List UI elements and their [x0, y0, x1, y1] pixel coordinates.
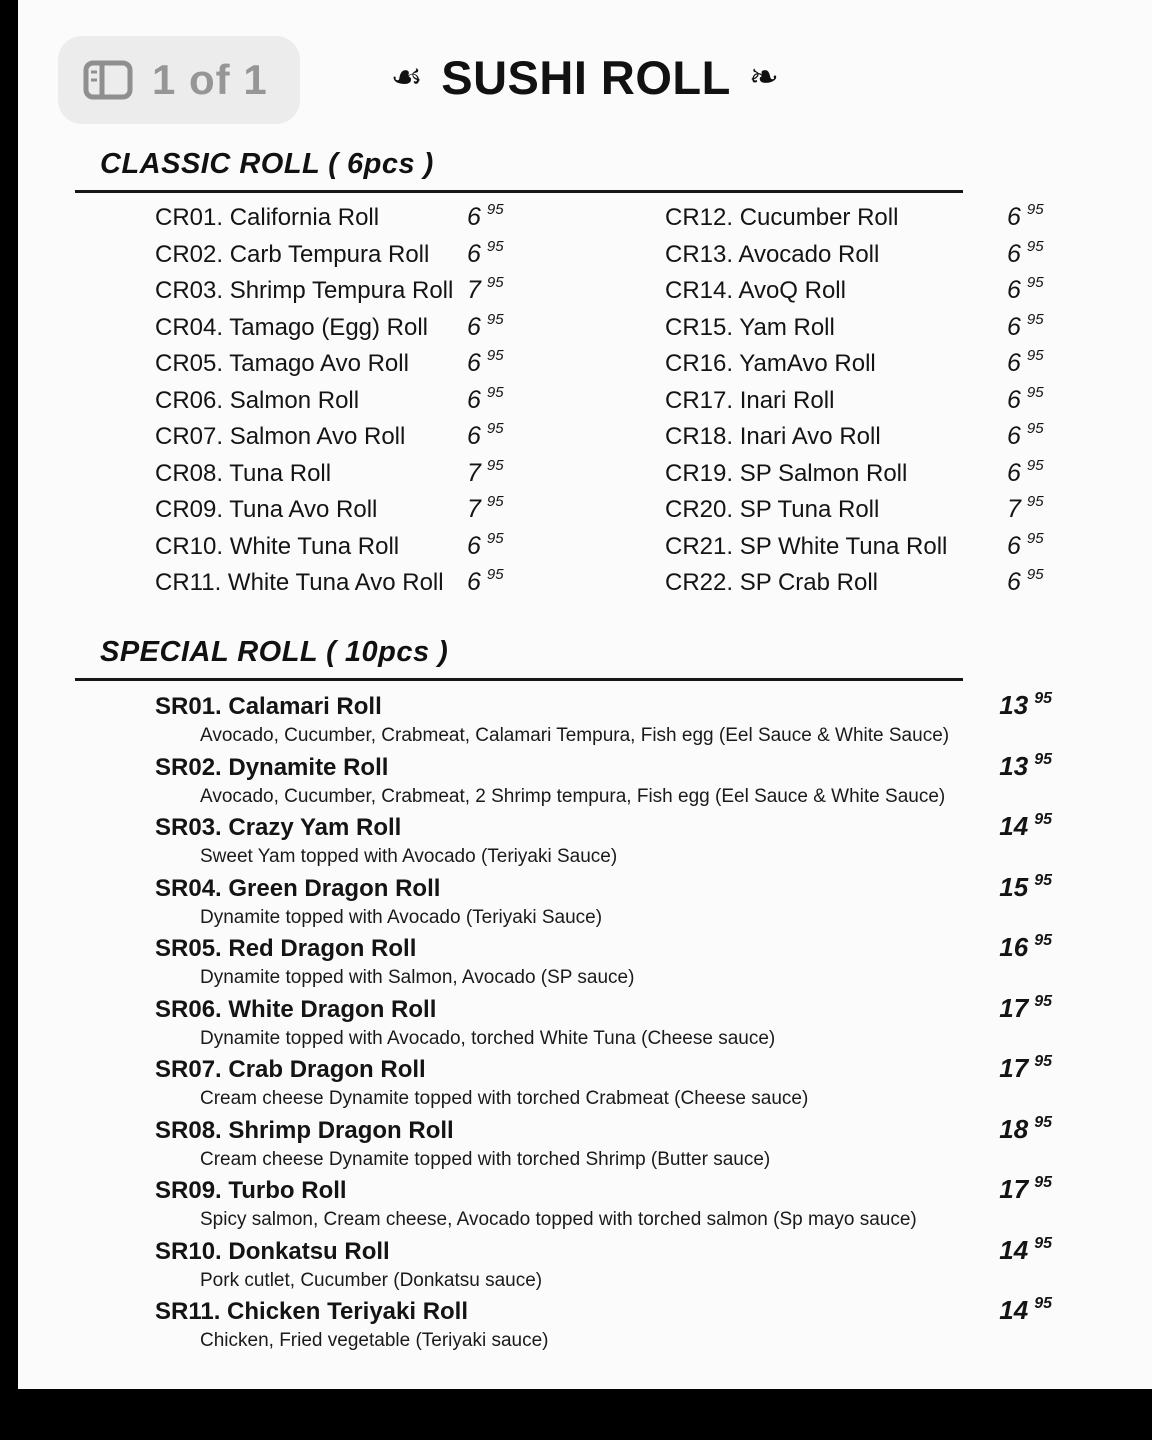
item-name: CR10. White Tuna Roll [155, 532, 400, 560]
item-description: Dynamite topped with Avocado, torched White Tuna (Cheese sauce) [200, 1027, 776, 1049]
menu-item-block [155, 690, 1052, 751]
price-dollars: 6 [1007, 312, 1021, 341]
item-name: CR12. Cucumber Roll [665, 204, 899, 231]
item-name: CR02. Carb Tempura Roll [155, 240, 430, 268]
left-ornament-icon: ☙ [390, 56, 424, 97]
item-price [999, 690, 1052, 721]
price-dollars: 7 [467, 276, 481, 304]
price-dollars: 7 [467, 458, 481, 487]
item-name: CR07. Salmon Avo Roll [155, 423, 406, 450]
price-cents: 95 [486, 529, 504, 547]
price-dollars: 6 [1007, 458, 1021, 487]
item-name: CR14. AvoQ Roll [665, 277, 846, 304]
item-price [999, 932, 1052, 963]
item-name: CR11. White Tuna Avo Roll [155, 569, 444, 596]
price-dollars: 17 [999, 1174, 1029, 1204]
classic-roll-list-left [155, 203, 565, 605]
price-cents: 95 [486, 420, 504, 437]
menu-item-row [665, 276, 1085, 313]
menu-item-block [155, 811, 1052, 872]
item-price [467, 203, 504, 232]
price-cents: 95 [486, 347, 504, 364]
price-cents: 95 [1026, 420, 1044, 437]
price-dollars: 18 [999, 1113, 1029, 1144]
special-roll-list [155, 690, 1052, 1356]
item-name: CR05. Tamago Avo Roll [155, 350, 409, 377]
price-dollars: 13 [999, 690, 1029, 720]
price-dollars: 16 [999, 932, 1029, 962]
price-cents: 95 [486, 493, 504, 510]
page-indicator-label: 1 of 1 [152, 56, 268, 103]
item-name: CR18. Inari Avo Roll [665, 423, 881, 450]
menu-item-row [155, 495, 565, 532]
price-dollars: 17 [999, 992, 1029, 1023]
item-price [467, 529, 504, 561]
item-price [1007, 383, 1044, 415]
page-title-text: SUSHI ROLL [441, 51, 731, 104]
item-name: CR06. Salmon Roll [155, 386, 360, 414]
item-price [999, 811, 1052, 842]
menu-item-row [155, 811, 1052, 844]
menu-item-block [155, 1053, 1052, 1114]
menu-item-row [155, 456, 565, 496]
price-cents: 95 [486, 201, 504, 218]
menu-item-block [155, 1295, 1052, 1356]
item-price [1007, 495, 1044, 524]
price-cents: 95 [1034, 1053, 1052, 1070]
item-name: SR08. Shrimp Dragon Roll [155, 1116, 454, 1144]
price-cents: 95 [1034, 750, 1052, 768]
price-cents: 95 [1026, 310, 1044, 328]
menu-item-row [155, 932, 1052, 965]
menu-item-row [155, 1053, 1052, 1086]
item-price [467, 349, 504, 378]
item-name: SR09. Turbo Roll [155, 1177, 347, 1204]
price-dollars: 14 [999, 1295, 1029, 1325]
item-description: Sweet Yam topped with Avocado (Teriyaki Sauce) [200, 846, 618, 867]
item-description: Avocado, Cucumber, Crabmeat, Calamari Tempura, Fish egg (Eel Sauce & White Sauce) [200, 725, 950, 746]
price-cents: 95 [1026, 529, 1044, 547]
price-dollars: 6 [1007, 385, 1021, 414]
item-price [999, 1295, 1052, 1326]
special-roll-heading: SPECIAL ROLL ( 10pcs ) [100, 636, 449, 668]
price-cents: 95 [1034, 1234, 1052, 1252]
price-dollars: 13 [999, 750, 1029, 781]
item-price [467, 422, 504, 451]
price-dollars: 6 [467, 203, 481, 231]
price-cents: 95 [1034, 992, 1052, 1010]
item-price [1007, 456, 1044, 488]
classic-roll-divider [75, 190, 963, 193]
item-price [1007, 310, 1044, 342]
item-price [1007, 237, 1044, 269]
price-cents: 95 [1026, 383, 1044, 401]
item-description: Pork cutlet, Cucumber (Donkatsu sauce) [200, 1269, 543, 1291]
menu-item-row [665, 529, 1085, 569]
menu-item-row [155, 993, 1052, 1026]
item-name: SR03. Crazy Yam Roll [155, 814, 402, 841]
price-dollars: 14 [999, 811, 1029, 841]
item-price [467, 276, 504, 305]
item-price [467, 568, 504, 597]
price-cents: 95 [486, 274, 504, 291]
menu-item-row [155, 383, 565, 423]
item-name: CR20. SP Tuna Roll [665, 496, 880, 523]
price-cents: 95 [1026, 456, 1044, 474]
item-name: SR01. Calamari Roll [155, 693, 382, 720]
menu-item-row [155, 203, 565, 240]
item-price [1007, 529, 1044, 561]
menu-item-row [665, 349, 1085, 386]
menu-item-row [155, 872, 1052, 905]
menu-item-row [665, 203, 1085, 240]
menu-item-row [155, 1174, 1052, 1207]
price-cents: 95 [1026, 493, 1044, 510]
price-dollars: 7 [1007, 495, 1021, 523]
item-description: Cream cheese Dynamite topped with torched Crabmeat (Cheese sauce) [200, 1088, 809, 1109]
item-name: CR01. California Roll [155, 204, 380, 231]
menu-item-block [155, 872, 1052, 933]
menu-item-row [155, 690, 1052, 723]
price-cents: 95 [1026, 201, 1044, 218]
menu-item-row [155, 1235, 1052, 1268]
price-dollars: 6 [1007, 203, 1021, 231]
price-cents: 95 [1034, 1113, 1052, 1131]
price-dollars: 6 [467, 422, 481, 450]
price-cents: 95 [1034, 932, 1052, 949]
item-name: CR08. Tuna Roll [155, 459, 332, 487]
menu-item-row [155, 237, 565, 277]
price-dollars: 17 [999, 1053, 1029, 1083]
item-price [467, 310, 504, 342]
menu-item-row [155, 276, 565, 313]
menu-item-row [155, 349, 565, 386]
price-dollars: 6 [467, 385, 481, 414]
price-dollars: 6 [1007, 239, 1021, 268]
price-cents: 95 [1034, 811, 1052, 828]
item-price [1007, 203, 1044, 232]
menu-item-row [665, 568, 1085, 605]
item-name: CR13. Avocado Roll [665, 240, 880, 268]
item-description: Chicken, Fried vegetable (Teriyaki sauce) [200, 1330, 549, 1351]
item-price [467, 383, 504, 415]
item-price [999, 751, 1052, 782]
price-dollars: 6 [1007, 349, 1021, 377]
item-name: CR03. Shrimp Tempura Roll [155, 277, 454, 304]
price-dollars: 6 [467, 239, 481, 268]
item-price [999, 1235, 1052, 1266]
item-name: SR05. Red Dragon Roll [155, 935, 417, 962]
price-cents: 95 [486, 310, 504, 328]
price-dollars: 6 [1007, 422, 1021, 450]
menu-item-row [155, 751, 1052, 784]
item-price [1007, 568, 1044, 597]
item-price [999, 1053, 1052, 1084]
item-price [999, 1114, 1052, 1145]
item-description: Dynamite topped with Salmon, Avocado (SP sauce) [200, 967, 635, 988]
price-dollars: 6 [1007, 276, 1021, 304]
menu-item-block [155, 1174, 1052, 1235]
item-price [467, 237, 504, 269]
price-cents: 95 [486, 383, 504, 401]
item-description: Dynamite topped with Avocado (Teriyaki Sauce) [200, 906, 603, 928]
item-name: CR19. SP Salmon Roll [665, 459, 908, 487]
item-name: CR22. SP Crab Roll [665, 569, 878, 596]
menu-item-block [155, 1114, 1052, 1175]
item-description: Cream cheese Dynamite topped with torched Shrimp (Butter sauce) [200, 1148, 771, 1170]
price-dollars: 14 [999, 1234, 1029, 1265]
item-name: SR11. Chicken Teriyaki Roll [155, 1298, 469, 1325]
item-description: Avocado, Cucumber, Crabmeat, 2 Shrimp tempura, Fish egg (Eel Sauce & White Sauce) [200, 785, 946, 807]
menu-item-row [665, 383, 1085, 423]
menu-item-block [155, 993, 1052, 1054]
price-dollars: 6 [1007, 568, 1021, 596]
item-price [467, 456, 504, 488]
menu-item-block [155, 1235, 1052, 1296]
item-name: CR15. Yam Roll [665, 313, 835, 341]
price-cents: 95 [1034, 1295, 1052, 1312]
item-name: CR16. YamAvo Roll [665, 350, 876, 377]
item-price [999, 1174, 1052, 1205]
right-ornament-icon: ❧ [748, 56, 780, 97]
menu-item-row [665, 310, 1085, 350]
price-dollars: 6 [467, 349, 481, 377]
price-cents: 95 [1026, 347, 1044, 364]
item-name: CR21. SP White Tuna Roll [665, 532, 948, 560]
item-name: CR09. Tuna Avo Roll [155, 496, 378, 523]
item-name: SR04. Green Dragon Roll [155, 874, 441, 902]
item-price [999, 872, 1052, 903]
item-name: SR10. Donkatsu Roll [155, 1237, 390, 1265]
price-cents: 95 [1026, 237, 1044, 255]
item-name: SR02. Dynamite Roll [155, 753, 389, 781]
item-name: CR04. Tamago (Egg) Roll [155, 313, 429, 341]
item-name: CR17. Inari Roll [665, 386, 835, 414]
price-dollars: 6 [467, 568, 481, 596]
price-cents: 95 [1034, 690, 1052, 707]
item-price [1007, 276, 1044, 305]
page-title [18, 50, 1152, 105]
special-roll-divider [75, 678, 963, 681]
classic-roll-heading: CLASSIC ROLL ( 6pcs ) [100, 148, 434, 180]
price-cents: 95 [486, 566, 504, 583]
price-dollars: 7 [467, 495, 481, 523]
price-cents: 95 [486, 456, 504, 474]
price-cents: 95 [486, 237, 504, 255]
item-price [1007, 422, 1044, 451]
menu-page [18, 0, 1152, 1389]
menu-item-row [665, 495, 1085, 532]
price-dollars: 6 [467, 531, 481, 560]
price-cents: 95 [1034, 871, 1052, 889]
price-cents: 95 [1026, 274, 1044, 291]
price-dollars: 6 [1007, 531, 1021, 560]
item-price [1007, 349, 1044, 378]
menu-item-row [665, 456, 1085, 496]
menu-item-block [155, 751, 1052, 812]
menu-item-row [155, 529, 565, 569]
menu-item-row [155, 568, 565, 605]
menu-item-row [155, 1295, 1052, 1328]
item-name: SR06. White Dragon Roll [155, 995, 437, 1023]
item-price [999, 993, 1052, 1024]
menu-item-row [155, 310, 565, 350]
price-dollars: 15 [999, 871, 1029, 902]
menu-item-row [665, 422, 1085, 459]
menu-item-block [155, 932, 1052, 993]
price-dollars: 6 [467, 312, 481, 341]
item-description: Spicy salmon, Cream cheese, Avocado topped with torched salmon (Sp mayo sauce) [200, 1209, 917, 1230]
item-price [467, 495, 504, 524]
menu-item-row [155, 1114, 1052, 1147]
menu-item-row [665, 237, 1085, 277]
classic-roll-list-right [665, 203, 1085, 605]
price-cents: 95 [1026, 566, 1044, 583]
price-cents: 95 [1034, 1174, 1052, 1191]
item-name: SR07. Crab Dragon Roll [155, 1056, 426, 1083]
menu-item-row [155, 422, 565, 459]
